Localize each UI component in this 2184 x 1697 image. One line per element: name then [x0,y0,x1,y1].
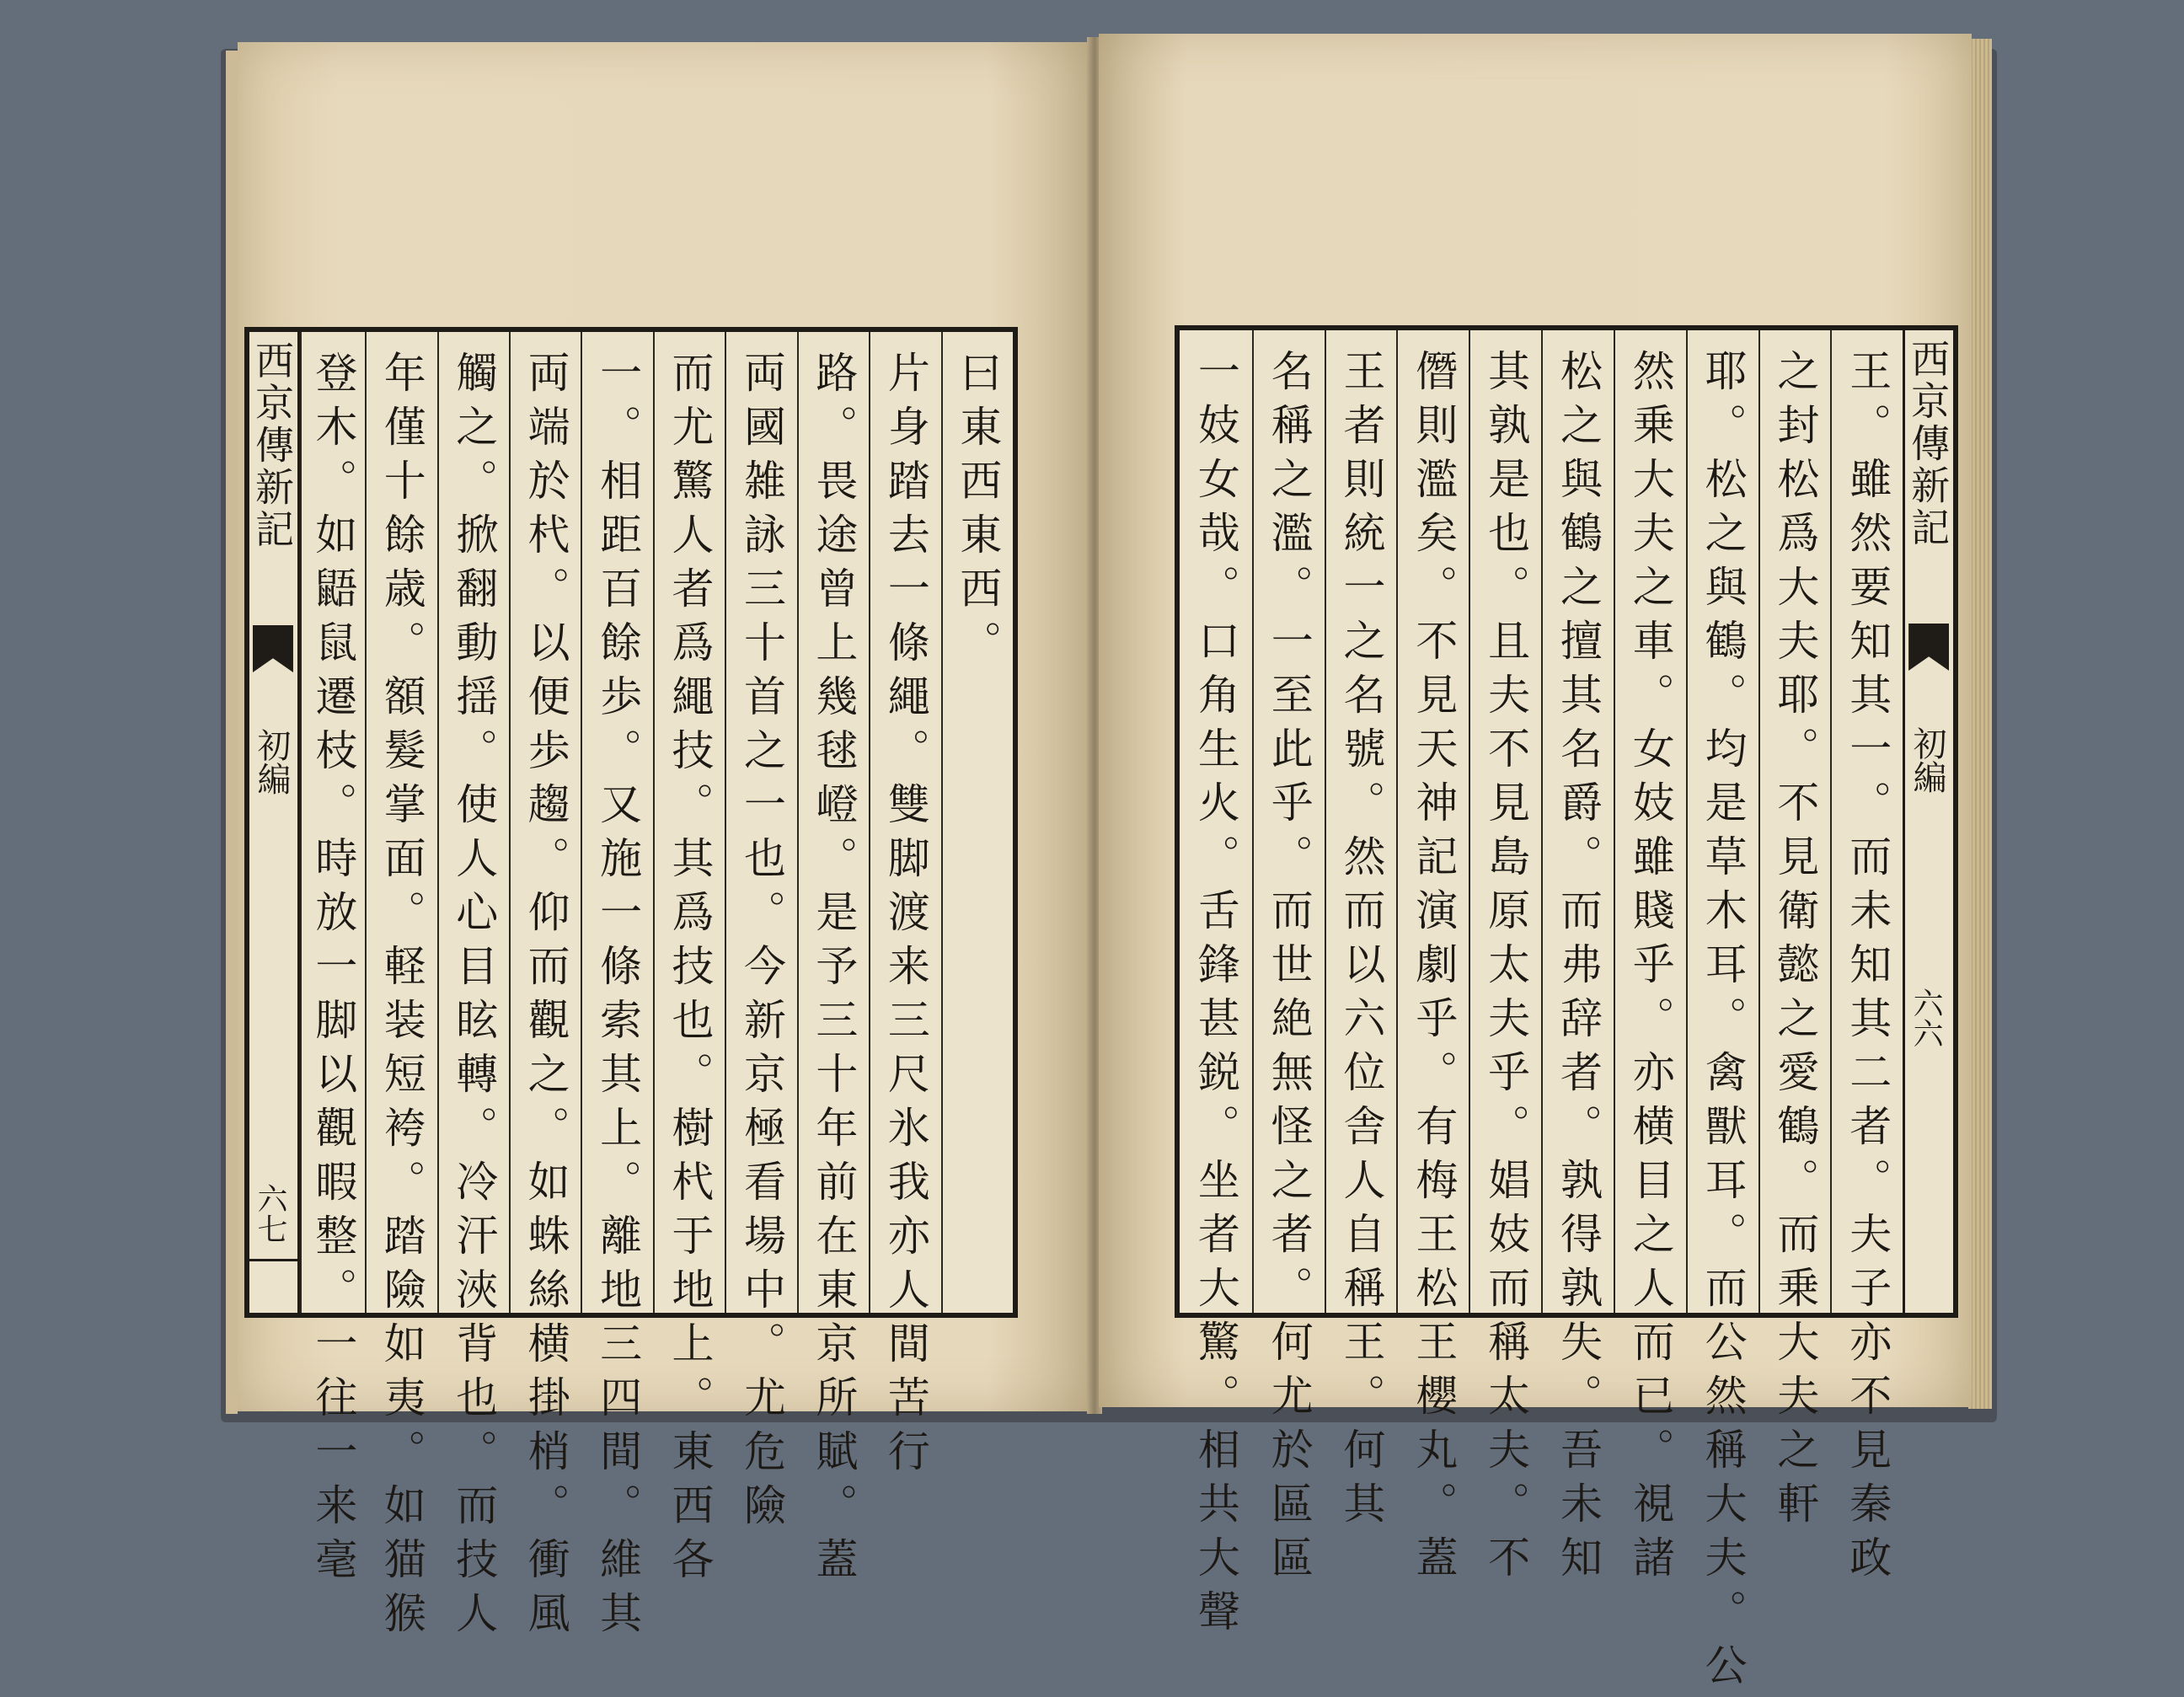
text-column: 王。雖然要知其一。而未知其二者。夫子亦不見秦政 [1830,330,1903,1313]
right-text-frame [1175,325,1958,1697]
text-column: 両國雑詠三十首之一也。今新京極看場中。尤危險 [725,332,796,1313]
page-number: 六七 [252,1183,287,1244]
right-page-edge [1968,39,1992,1409]
fishtail-mark-icon [1908,624,1949,671]
text-column: 松之與鶴之擅其名爵。而弗辞者。孰得孰失。吾未知 [1541,330,1614,1313]
text-column: 王者則統一之名號。然而以六位舎人自稱王。何其 [1325,330,1397,1313]
edition-label: 初編 [1908,726,1947,794]
text-column: 両端於杙。以便歩趨。仰而觀之。如蛛絲横掛梢。衝風 [509,332,581,1313]
page-number: 六六 [1908,988,1944,1048]
book-title: 西京傳新記 [1905,339,1951,549]
text-column: 觸之。掀翻動揺。使人心目眩轉。冷汗浹背也。而技人 [437,332,509,1313]
text-column: 之封松爲大夫耶。不見衛懿之愛鶴。而乗大夫之軒 [1758,330,1831,1313]
text-column: 而尤驚人者爲繩技。其爲技也。樹杙于地上。東西各 [653,332,725,1313]
right-page-margin-header [1903,330,1953,1313]
edition-label: 初編 [251,728,291,795]
left-page-margin-header [249,332,300,1313]
fishtail-mark-icon [253,625,293,672]
text-column: 耶。松之與鶴。均是草木耳。禽獸耳。而公然稱大夫。公 [1686,330,1758,1313]
text-column: 其孰是也。且夫不見島原太夫乎。娼妓而稱太夫。不 [1469,330,1541,1313]
book-title: 西京傳新記 [249,340,295,551]
text-column: 片身踏去一條繩。雙脚渡来三尺氷我亦人間苦行 [869,332,940,1313]
text-column: 路。畏途曾上幾毬嶝。是予三十年前在東京所賦。蓋 [797,332,869,1313]
text-column: 名稱之濫。一至此乎。而世絶無怪之者。何尤於區區 [1252,330,1325,1313]
left-page-edge [226,51,238,1414]
text-column: 曰東西東西。 [941,332,1013,1313]
text-column: 僭則濫矣。不見天神記演劇乎。有梅王松王櫻丸。蓋 [1396,330,1469,1313]
text-column: 一妓女哉。口角生火。舌鋒甚鋭。坐者大驚。相共大聲 [1191,349,1240,1643]
text-column: 登木。如鼯鼠遷枝。時放一脚以觀暇整。一往一来毫 [300,332,365,1313]
divider [249,1259,297,1261]
text-column: 一。相距百餘歩。又施一條索其上。離地三四間。維其 [581,332,652,1313]
left-text-frame [244,327,1018,1645]
text-column: 然乗大夫之車。女妓雖賤乎。亦横目之人而已。視諸 [1614,330,1686,1313]
text-column: 年僅十餘歳。額髮掌面。軽装短袴。踏險如夷。如猫猴 [365,332,436,1313]
